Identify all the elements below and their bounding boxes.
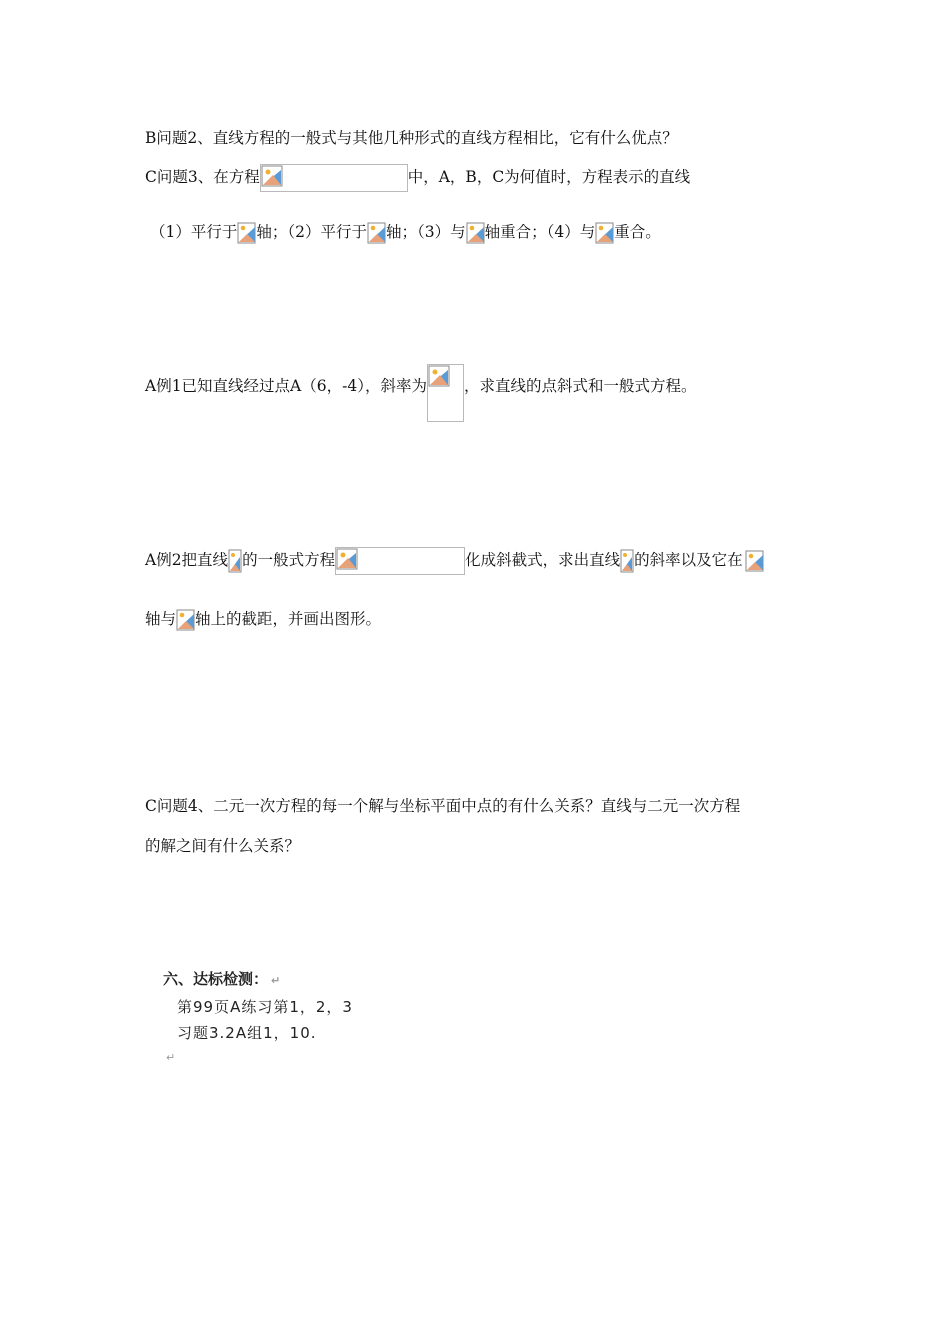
question-c4-line1 (145, 796, 740, 816)
y-axis-image-icon-2 (595, 222, 614, 244)
example-2-prefix: A例2把直线 (145, 551, 229, 569)
part4-suffix: 重合。 (614, 223, 661, 241)
part4-label: 轴重合；（4）与 (484, 223, 596, 241)
x-axis-image-icon-2 (466, 222, 485, 244)
question-c3-line1 (145, 164, 690, 192)
question-c4-text1: C问题4、二元一次方程的每一个解与坐标平面中点的有什么关系？直线与二元一次方程 (145, 797, 741, 815)
example-1 (145, 376, 696, 422)
part3-label: 轴；（3）与 (386, 223, 466, 241)
return-mark-icon-2: ↵ (166, 1051, 176, 1064)
equation-image-placeholder (260, 164, 408, 192)
section-6-snippet (163, 968, 413, 1064)
y-axis-image-icon (367, 222, 386, 244)
section-6-row2: 习题3.2A组1，10. (177, 1024, 317, 1042)
question-b2 (145, 128, 678, 148)
y-axis-image-icon-3 (176, 609, 195, 631)
broken-image-icon (261, 165, 283, 187)
example-1-prefix: A例1已知直线经过点A（6，-4），斜率为 (145, 377, 427, 395)
example-2-axis-and: 轴与 (145, 610, 177, 628)
question-c4-text2: 的解之间有什么关系？ (145, 837, 301, 855)
example-2-mid3: 的斜率以及它在 (634, 551, 743, 569)
example-1-suffix: ，求直线的点斜式和一般式方程。 (463, 377, 697, 395)
line-l-image-icon (228, 547, 242, 575)
question-b2-text: B问题2、直线方程的一般式与其他几种形式的直线方程相比，它有什么优点？ (145, 129, 678, 147)
x-axis-image-icon-3 (745, 550, 764, 572)
example-2-suffix: 轴上的截距，并画出图形。 (195, 610, 382, 628)
question-c4-line2 (145, 836, 300, 856)
general-equation-image-placeholder (335, 547, 465, 575)
x-axis-image-icon (237, 222, 256, 244)
line-l-image-icon-2 (620, 547, 634, 575)
slope-image-placeholder (427, 364, 464, 422)
part2-label: 轴；（2）平行于 (256, 223, 367, 241)
section-6-heading: 六、达标检测： ↵ (163, 970, 281, 988)
example-2-mid1: 的一般式方程 (242, 551, 336, 569)
example-2-line2 (145, 609, 381, 631)
question-c3-prefix: C问题3、在方程 (145, 168, 260, 186)
question-c3-line2 (150, 222, 661, 244)
section-6-row1: 第99页A练习第1，2，3 (177, 998, 353, 1016)
return-mark-icon: ↵ (271, 974, 281, 987)
example-2-mid2: 化成斜截式，求出直线 (465, 551, 621, 569)
section-6-return-mark (163, 1046, 175, 1065)
part1-label: （1）平行于 (150, 223, 238, 241)
example-2-line1 (145, 547, 764, 575)
question-c3-suffix: 中，A，B，C为何值时，方程表示的直线 (407, 168, 691, 186)
